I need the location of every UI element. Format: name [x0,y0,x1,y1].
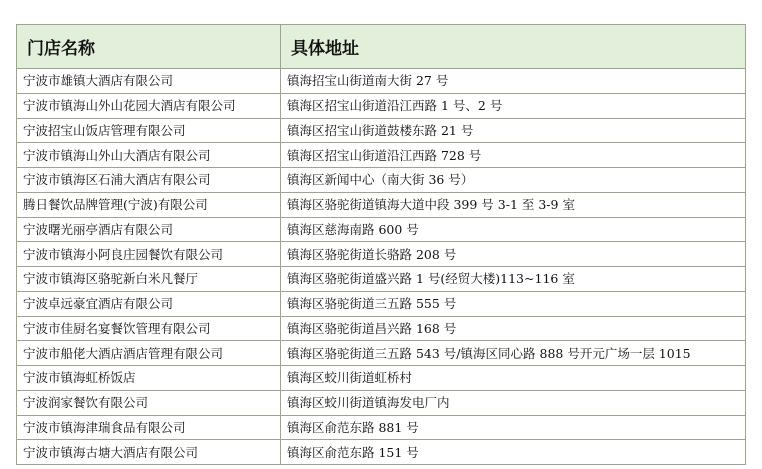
store-name-cell: 腾日餐饮品牌管理(宁波)有限公司 [17,192,281,217]
table-header-row [17,25,746,69]
address-cell: 镇海区招宝山街道沿江西路 728 号 [281,143,746,168]
address-cell: 镇海区招宝山街道沿江西路 1 号、2 号 [281,93,746,118]
address-cell: 镇海区骆驼街道三五路 543 号/镇海区同心路 888 号开元广场一层 1015 [281,341,746,366]
address-cell: 镇海区蛟川街道虹桥村 [281,366,746,391]
table-row [17,69,746,94]
store-address-table [16,24,746,465]
store-name-cell: 宁波招宝山饭店管理有限公司 [17,118,281,143]
table-row [17,143,746,168]
store-name-cell: 宁波卓远豪宜酒店有限公司 [17,291,281,316]
store-table-container [16,24,745,465]
store-name-cell: 宁波曙光丽亭酒店有限公司 [17,217,281,242]
store-name-cell: 宁波市佳厨名宴餐饮管理有限公司 [17,316,281,341]
table-row [17,415,746,440]
table-row [17,242,746,267]
store-name-cell: 宁波市镇海小阿良庄园餐饮有限公司 [17,242,281,267]
address-cell: 镇海区招宝山街道鼓楼东路 21 号 [281,118,746,143]
address-cell: 镇海区新闻中心（南大街 36 号） [281,168,746,193]
store-name-cell: 宁波市镇海古塘大酒店有限公司 [17,440,281,465]
table-row [17,118,746,143]
store-name-cell: 宁波市镇海区骆驼新白米凡餐厅 [17,267,281,292]
address-cell: 镇海区骆驼街道三五路 555 号 [281,291,746,316]
address-cell: 镇海区俞范东路 881 号 [281,415,746,440]
table-row [17,93,746,118]
table-row [17,341,746,366]
table-row [17,217,746,242]
table-row [17,267,746,292]
store-name-cell: 宁波市镇海区石浦大酒店有限公司 [17,168,281,193]
table-row [17,440,746,465]
header-store-name: 门店名称 [17,25,281,69]
store-name-cell: 宁波市镇海山外山大酒店有限公司 [17,143,281,168]
table-row [17,168,746,193]
address-cell: 镇海区骆驼街道昌兴路 168 号 [281,316,746,341]
store-name-cell: 宁波市雄镇大酒店有限公司 [17,69,281,94]
address-cell: 镇海招宝山街道南大街 27 号 [281,69,746,94]
table-row [17,366,746,391]
header-address: 具体地址 [281,25,746,69]
table-row [17,390,746,415]
table-row [17,192,746,217]
store-name-cell: 宁波市镇海虹桥饭店 [17,366,281,391]
address-cell: 镇海区骆驼街道镇海大道中段 399 号 3-1 至 3-9 室 [281,192,746,217]
address-cell: 镇海区骆驼街道长骆路 208 号 [281,242,746,267]
store-name-cell: 宁波市镇海津瑞食品有限公司 [17,415,281,440]
address-cell: 镇海区俞范东路 151 号 [281,440,746,465]
address-cell: 镇海区慈海南路 600 号 [281,217,746,242]
store-name-cell: 宁波市镇海山外山花园大酒店有限公司 [17,93,281,118]
address-cell: 镇海区骆驼街道盛兴路 1 号(经贸大楼)113~116 室 [281,267,746,292]
table-row [17,316,746,341]
table-row [17,291,746,316]
address-cell: 镇海区蛟川街道镇海发电厂内 [281,390,746,415]
store-name-cell: 宁波市船佬大酒店酒店管理有限公司 [17,341,281,366]
store-name-cell: 宁波润家餐饮有限公司 [17,390,281,415]
